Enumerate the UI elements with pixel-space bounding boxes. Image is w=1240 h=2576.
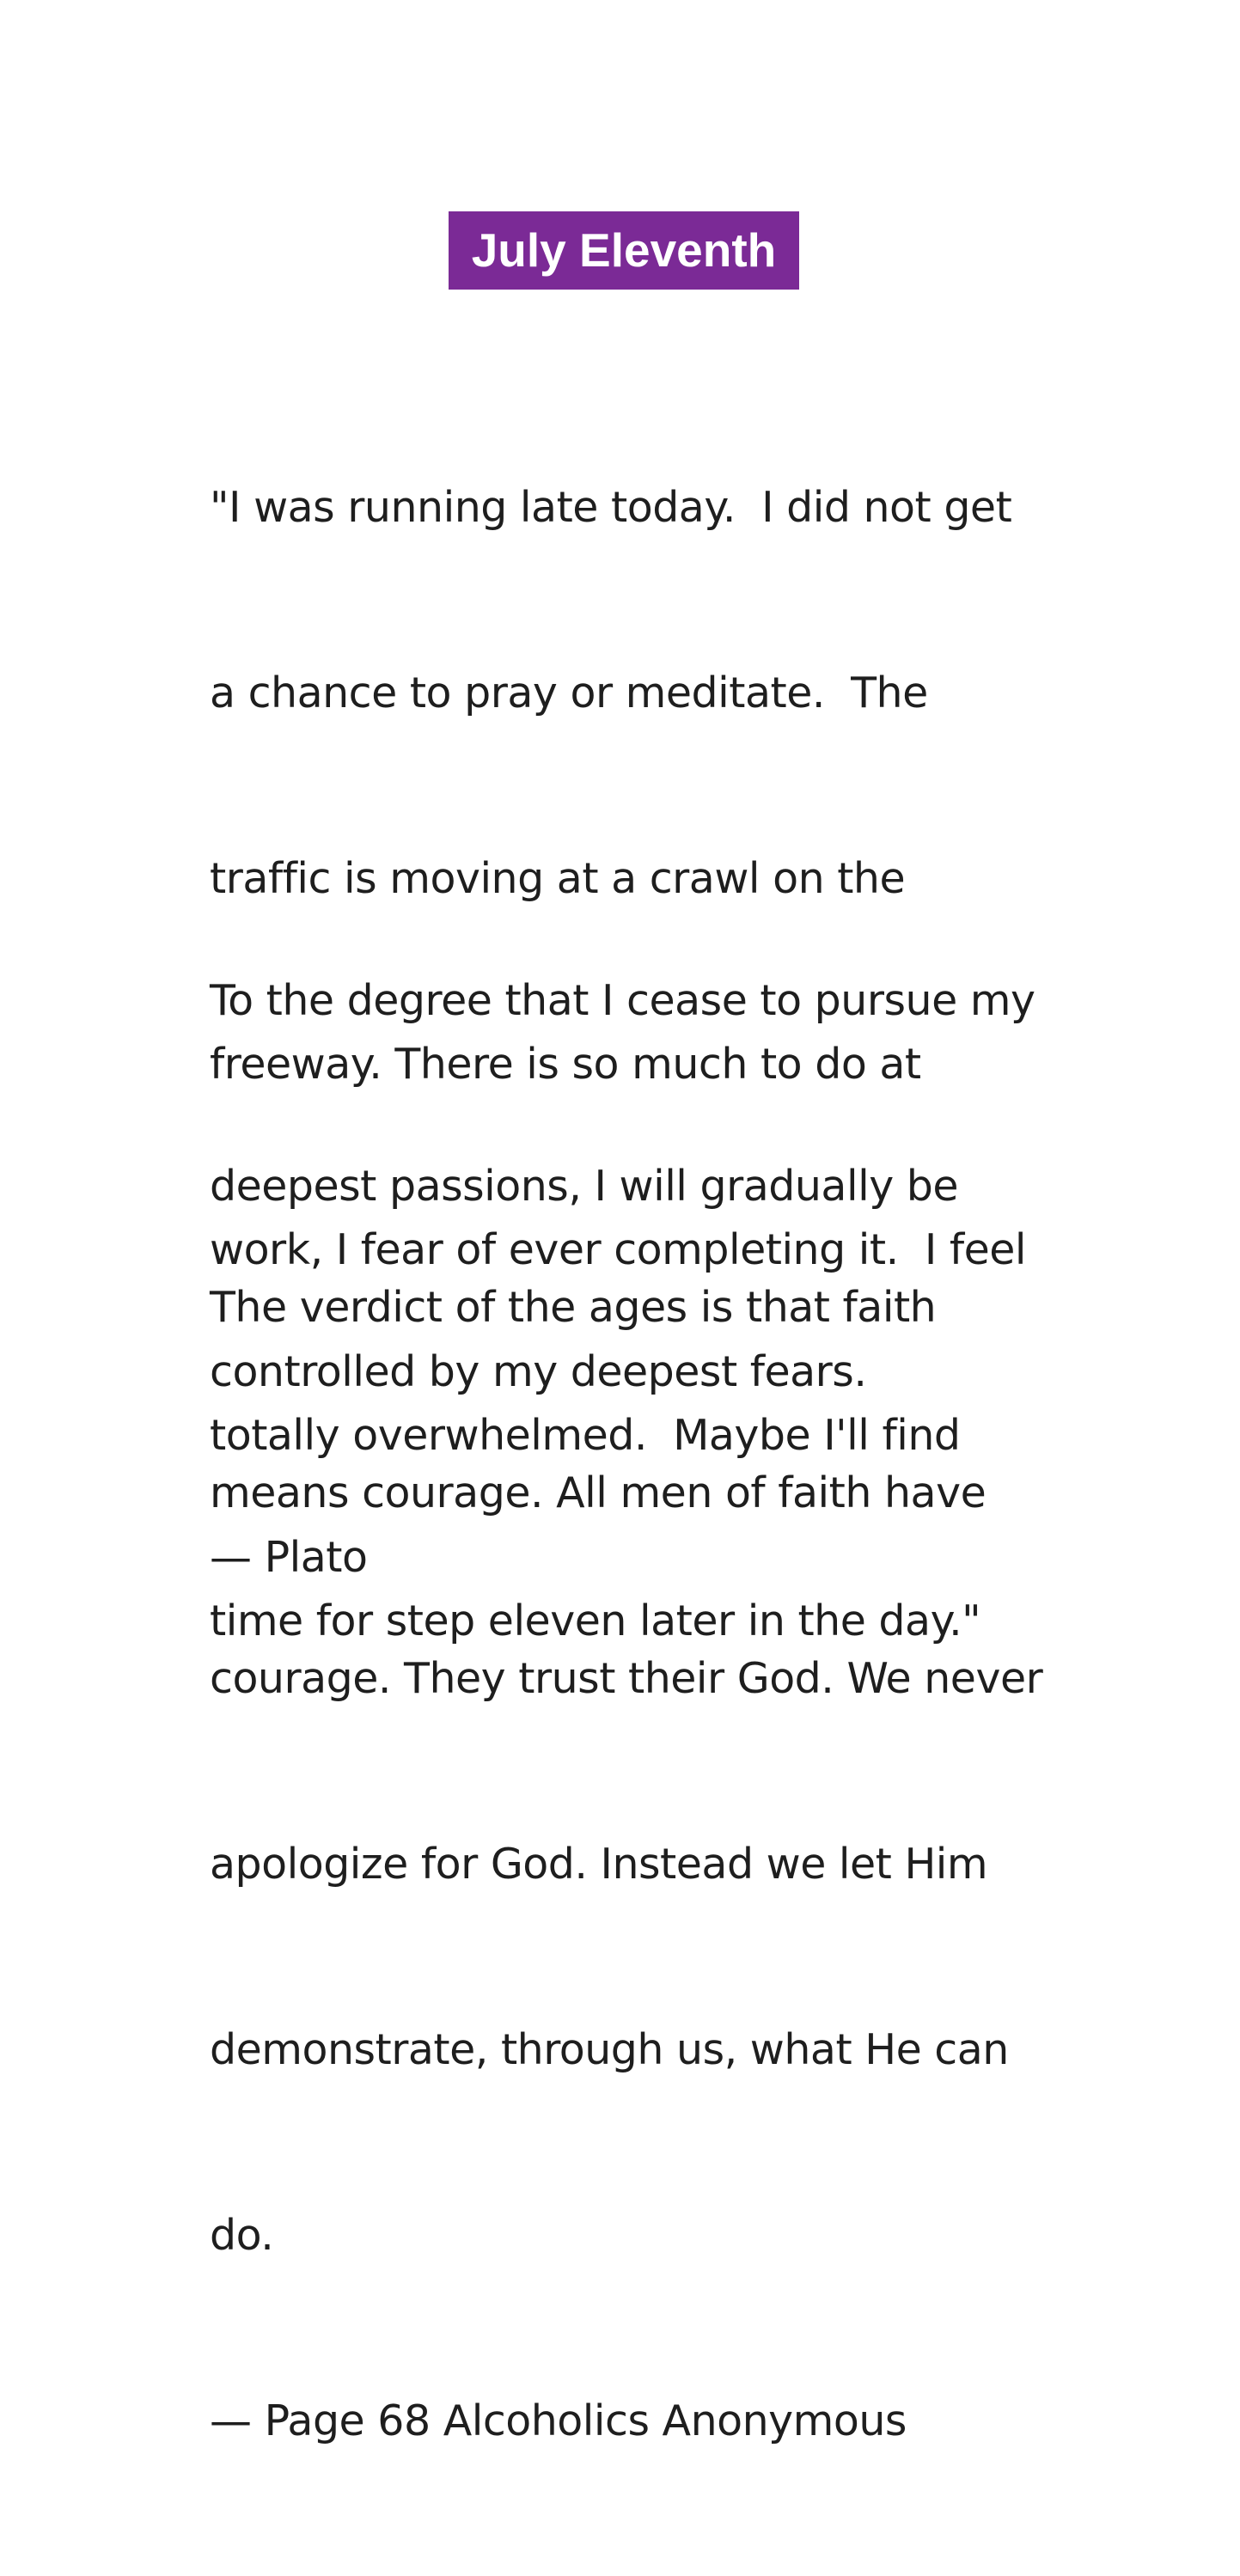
quote-attribution: — Plato (210, 1533, 368, 1582)
quote-line: The verdict of the ages is that faith (210, 1283, 937, 1332)
quote-attribution: — Page 68 Alcoholics Anonymous (210, 2396, 907, 2445)
quote-line: means courage. All men of faith have (210, 1468, 987, 1517)
quote-line: deepest passions, I will gradually be (210, 1162, 959, 1211)
page-title: July Eleventh (449, 211, 799, 290)
reflection-line: "I was running late today. I did not get (210, 483, 1012, 532)
quote-line: do. (210, 2211, 274, 2260)
big-book-quote (210, 1153, 1069, 2576)
reflection-line: work, I fear of ever completing it. I feel (210, 1225, 1027, 1274)
quote-line: controlled by my deepest fears. (210, 1347, 867, 1396)
quote-line: apologize for God. Instead we let Him (210, 1840, 988, 1889)
quote-line: demonstrate, through us, what He can (210, 2025, 1009, 2074)
reflection-line: a chance to pray or meditate. The (210, 668, 928, 717)
quote-line: courage. They trust their God. We never (210, 1654, 1043, 1703)
reflection-line: freeway. There is so much to do at (210, 1040, 921, 1089)
quote-line: To the degree that I cease to pursue my (210, 976, 1035, 1025)
reflection-line: traffic is moving at a crawl on the (210, 854, 906, 903)
reflection-line: time for step eleven later in the day." (210, 1596, 981, 1645)
reflection-line: totally overwhelmed. Maybe I'll find (210, 1411, 961, 1460)
